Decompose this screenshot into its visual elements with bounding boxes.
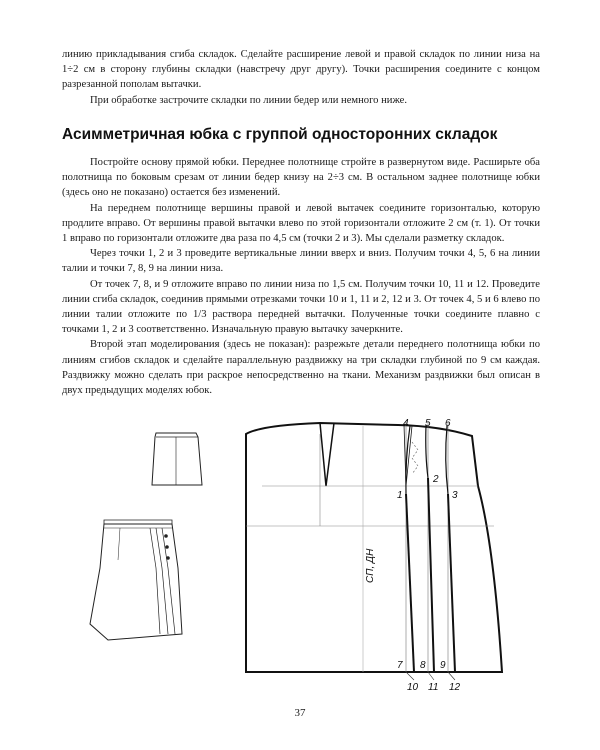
point-3: 3 <box>452 490 458 501</box>
center-front-label: СП, ДН <box>365 548 376 583</box>
body-paragraph-1: Постройте основу прямой юбки. Переднее полотнище стройте в развернутом виде. Расширьте оба полотнища по боковым срезам от линии бедер книзу на 2÷3 см. В остальном заднее полотнище юбки (здесь оно не показано) остается без изменений. <box>62 157 540 199</box>
intro-paragraph-2: При обработке застрочите складки по линии бедер или немного ниже. <box>90 94 407 106</box>
body-paragraph-3: Через точки 1, 2 и 3 проведите вертикальные линии вверх и вниз. Получим точки 4, 5, 6 на линии талии и точки 7, 8, 9 на линии низа. <box>62 248 540 275</box>
point-10: 10 <box>407 682 419 693</box>
body-paragraph-2: На переднем полотнище вершины правой и левой вытачек соедините горизонталью, которую продлите вправо. От вершины правой вытачки влево по этой горизонтали отложите 2 см (т. 1). От точки 1 вправо по горизонтали отложите два раза по 4,5 см (точки 2 и 3). Мы сделали разметку складок. <box>62 202 540 245</box>
body-paragraph-4: От точек 7, 8, и 9 отложите вправо по линии низа по 1,5 см. Получим точки 10, 11 и 12. Проведите линии сгиба складок, соединив прямыми отрезками точки 10 и 1, 11 и 2, 12 и 3. От точек 4, 5 и 6 влево по линии талии отложите по 1/3 раствора передней вытачки. Полученные точки соедините плавно с точками 1, 2 и 3 соответственно. Изначальную правую вытачку зачеркните. <box>62 278 540 336</box>
back-skirt-sketch <box>152 433 202 485</box>
point-12: 12 <box>449 682 461 693</box>
point-6: 6 <box>445 418 451 429</box>
point-2: 2 <box>433 474 439 485</box>
point-11: 11 <box>428 682 439 693</box>
point-9: 9 <box>440 660 446 671</box>
body-paragraph-5: Второй этап моделирования (здесь не показан): разрежьте детали переднего полотнища юбки по линиям сгибов складок и сделайте параллельную раздвижку на три складки глубиной по 9 см каждая. Раздвижку можно сделать при раскрое непосредственно на ткани. Механизм раздвижки был описан в двух предыдущих моделях юбок. <box>62 339 540 397</box>
front-skirt-sketch <box>90 520 182 640</box>
point-4: 4 <box>403 418 409 429</box>
intro-paragraph-1: линию прикладывания сгиба складок. Сделайте расширение левой и правой складок по линии низа на 1÷2 см в сторону глубины складки (навстречу друг другу). Точки расширения соедините с концом разрезанной пополам вытачки. <box>62 49 540 91</box>
point-8: 8 <box>420 660 426 671</box>
point-7: 7 <box>397 660 403 671</box>
point-1: 1 <box>397 490 403 501</box>
point-5: 5 <box>425 418 431 429</box>
page-number: 37 <box>294 707 306 719</box>
section-title: Асимметричная юбка с группой односторонних складок <box>62 126 498 143</box>
